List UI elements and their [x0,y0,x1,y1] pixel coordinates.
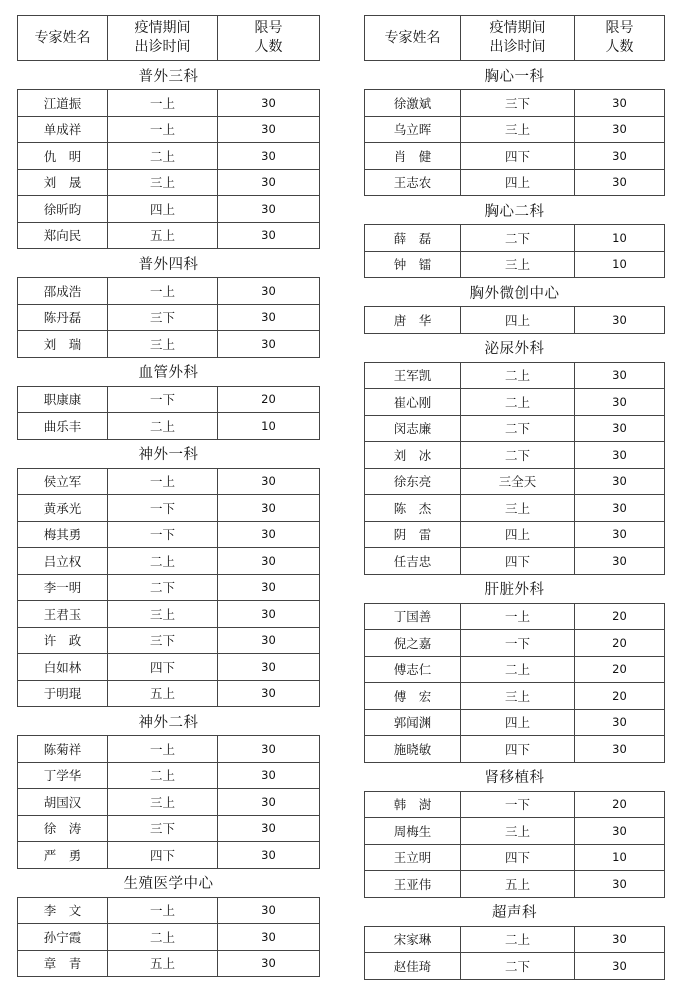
clinic-time-cell: 一上 [460,604,574,630]
expert-name-cell: 郭闻渊 [393,715,432,731]
expert-name-cell: 钟 镭 [393,257,432,273]
table-row [364,416,665,443]
limit-cell: 30 [217,951,319,977]
department-title: 神外二科 [138,714,199,731]
clinic-time-cell: 二下 [107,575,217,601]
clinic-time-cell: 二上 [107,143,217,169]
table-row [364,252,665,279]
clinic-time-cell: 四上 [460,170,574,196]
department-table [364,362,665,575]
expert-name-cell: 王志农 [393,175,432,191]
limit-cell: 20 [574,792,664,818]
expert-name-cell: 于明琨 [43,686,82,702]
expert-name-cell: 王亚伟 [393,876,432,892]
department-title: 普外四科 [138,256,199,273]
limit-cell: 30 [217,170,319,196]
department-table [364,926,665,980]
clinic-time-cell: 五上 [107,951,217,977]
expert-name-cell: 章 青 [43,956,82,972]
limit-cell: 30 [217,575,319,601]
table-row [364,170,665,197]
expert-name-cell: 刘 晟 [43,175,82,191]
expert-name-cell: 严 勇 [43,847,82,863]
expert-name-cell: 梅其勇 [43,527,82,543]
department-title: 肝脏外科 [484,582,545,598]
expert-name-cell: 施晓敏 [393,741,432,757]
table-row [364,657,665,684]
table-row [364,818,665,845]
limit-cell: 10 [217,413,319,439]
department-title: 超声科 [492,905,537,921]
expert-name-cell: 赵佳琦 [393,958,432,974]
table-row [17,305,320,332]
expert-name-cell: 徐昕昀 [43,201,82,217]
limit-cell: 30 [574,469,664,495]
department-table [17,897,320,978]
expert-name-cell: 陈丹磊 [43,310,82,326]
department-title: 生殖医学中心 [123,876,214,892]
table-row [364,522,665,549]
limit-cell: 30 [574,495,664,521]
expert-name-cell: 丁国善 [393,609,432,625]
limit-cell: 30 [217,90,319,116]
table-row [17,170,320,197]
table-row [17,331,320,358]
clinic-time-cell: 五上 [460,871,574,897]
limit-cell: 30 [217,143,319,169]
limit-cell: 30 [574,710,664,736]
limit-cell: 30 [574,736,664,762]
clinic-time-cell: 四下 [460,143,574,169]
clinic-time-cell: 一下 [460,792,574,818]
table-row [364,363,665,390]
expert-name-cell: 崔心刚 [393,394,432,410]
clinic-time-cell: 四下 [460,736,574,762]
expert-name-cell: 单成祥 [43,122,82,138]
limit-cell: 10 [574,845,664,871]
limit-cell: 30 [217,331,319,357]
department-table [364,603,665,763]
clinic-time-cell: 二下 [460,442,574,468]
limit-cell: 20 [574,630,664,656]
limit-cell: 20 [574,683,664,709]
header-limit: 限号 人数 [217,16,319,60]
expert-name-cell: 仇 明 [43,148,82,164]
expert-name-cell: 胡国汉 [43,794,82,810]
clinic-time-cell: 一上 [107,90,217,116]
left-schedule-column [17,15,320,977]
clinic-time-cell: 一上 [107,898,217,924]
department-table [364,306,665,334]
expert-name-cell: 吕立权 [43,553,82,569]
expert-name-cell: 王立明 [393,850,432,866]
table-row [17,469,320,496]
expert-name-cell: 职康康 [43,392,82,408]
clinic-time-cell: 三上 [460,495,574,521]
clinic-time-cell: 四上 [460,307,574,333]
clinic-time-cell: 二上 [107,763,217,789]
limit-cell: 30 [217,924,319,950]
expert-name-cell: 李 文 [43,903,82,919]
limit-cell: 30 [217,842,319,868]
expert-name-cell: 刘 冰 [393,447,432,463]
expert-name-cell: 傅 宏 [393,688,432,704]
limit-cell: 30 [574,871,664,897]
table-row [17,522,320,549]
limit-cell: 30 [217,469,319,495]
department-title: 普外三科 [138,68,199,85]
clinic-time-cell: 一上 [107,469,217,495]
table-row [364,90,665,117]
department-title: 胸外微创中心 [469,285,560,302]
expert-name-cell: 曲乐丰 [43,418,82,434]
limit-cell: 30 [217,117,319,143]
department-title: 胸心一科 [484,68,545,85]
limit-cell: 30 [574,818,664,844]
expert-name-cell: 黄承光 [43,500,82,516]
limit-cell: 30 [217,196,319,222]
table-row [17,681,320,708]
expert-name-cell: 李一明 [43,580,82,596]
expert-name-cell: 徐 涛 [43,821,82,837]
table-row [364,683,665,710]
expert-name-cell: 韩 澍 [393,797,432,813]
left-departments [17,61,320,977]
clinic-time-cell: 五上 [107,681,217,707]
limit-cell: 30 [217,305,319,331]
expert-name-cell: 江道振 [43,95,82,111]
header-clinic-time: 疫情期间 出诊时间 [107,16,217,60]
expert-name-cell: 阴 雷 [393,527,432,543]
header-expert-name: 专家姓名 [384,29,441,46]
limit-cell: 30 [217,898,319,924]
limit-cell: 30 [574,548,664,574]
clinic-time-cell: 三下 [107,305,217,331]
limit-cell: 30 [217,763,319,789]
clinic-time-cell: 二上 [460,363,574,389]
expert-name-cell: 刘 瑞 [43,336,82,352]
limit-cell: 30 [217,495,319,521]
limit-cell: 30 [217,736,319,762]
table-row [364,442,665,469]
department-title: 血管外科 [138,365,199,381]
expert-name-cell: 唐 华 [393,312,432,328]
clinic-time-cell: 三上 [460,252,574,278]
clinic-time-cell: 四下 [107,654,217,680]
clinic-time-cell: 三下 [460,90,574,116]
expert-name-cell: 徐激斌 [393,95,432,111]
table-row [364,630,665,657]
table-row [17,601,320,628]
clinic-time-cell: 二上 [107,924,217,950]
expert-name-cell: 郑向民 [43,228,82,244]
table-row [364,225,665,252]
clinic-time-cell: 三上 [460,683,574,709]
expert-name-cell: 傅志仁 [393,662,432,678]
table-row [364,143,665,170]
limit-cell: 30 [574,442,664,468]
table-row [17,143,320,170]
limit-cell: 30 [217,278,319,304]
clinic-time-cell: 一上 [107,278,217,304]
table-row [17,387,320,414]
limit-cell: 30 [217,628,319,654]
table-row [17,898,320,925]
expert-name-cell: 倪之嘉 [393,635,432,651]
table-row [17,548,320,575]
clinic-time-cell: 四下 [107,842,217,868]
limit-cell: 30 [574,117,664,143]
clinic-time-cell: 三全天 [460,469,574,495]
table-row [364,469,665,496]
table-row [17,816,320,843]
department-table [364,791,665,898]
clinic-time-cell: 五上 [107,223,217,249]
department-table [364,224,665,278]
limit-cell: 30 [217,548,319,574]
expert-name-cell: 王军凯 [393,368,432,384]
department-title: 胸心二科 [484,203,545,220]
limit-cell: 30 [574,522,664,548]
clinic-time-cell: 三上 [107,331,217,357]
limit-cell: 30 [574,143,664,169]
expert-name-cell: 陈菊祥 [43,741,82,757]
table-row [17,763,320,790]
clinic-time-cell: 一下 [107,387,217,413]
limit-cell: 10 [574,252,664,278]
limit-cell: 20 [217,387,319,413]
header-expert-name: 专家姓名 [34,29,91,46]
clinic-time-cell: 四上 [460,710,574,736]
expert-name-cell: 闵志廉 [393,421,432,437]
header-clinic-time: 疫情期间 出诊时间 [460,16,574,60]
clinic-time-cell: 二上 [460,927,574,953]
expert-name-cell: 孙宁霞 [43,929,82,945]
expert-name-cell: 丁学华 [43,768,82,784]
table-row [364,953,665,980]
table-row [364,845,665,872]
table-row [364,736,665,763]
expert-name-cell: 陈 杰 [393,500,432,516]
limit-cell: 30 [574,953,664,979]
limit-cell: 30 [217,601,319,627]
table-row [17,789,320,816]
department-title: 肾移植科 [484,770,545,786]
clinic-time-cell: 四下 [460,548,574,574]
clinic-time-cell: 一上 [107,736,217,762]
table-row [364,117,665,144]
expert-name-cell: 许 政 [43,633,82,649]
limit-cell: 30 [217,654,319,680]
table-row [364,389,665,416]
right-schedule-column [364,15,665,980]
limit-cell: 30 [574,170,664,196]
table-row [364,604,665,631]
expert-name-cell: 周梅生 [393,823,432,839]
clinic-time-cell: 四下 [460,845,574,871]
department-table [17,89,320,249]
department-table [17,468,320,708]
clinic-time-cell: 二下 [460,953,574,979]
department-table [17,277,320,358]
table-row [17,278,320,305]
expert-name-cell: 宋家琳 [393,932,432,948]
clinic-time-cell: 一下 [460,630,574,656]
table-row [17,924,320,951]
limit-cell: 30 [574,90,664,116]
limit-cell: 30 [217,522,319,548]
limit-cell: 30 [217,223,319,249]
limit-cell: 20 [574,657,664,683]
limit-cell: 30 [574,389,664,415]
clinic-time-cell: 三上 [460,117,574,143]
table-row [17,628,320,655]
right-departments [364,61,665,980]
department-table [364,89,665,196]
expert-name-cell: 徐东亮 [393,474,432,490]
expert-name-cell: 薛 磊 [393,230,432,246]
expert-name-cell: 肖 健 [393,148,432,164]
table-header [17,15,320,61]
table-row [17,223,320,250]
clinic-time-cell: 三上 [107,789,217,815]
limit-cell: 30 [574,416,664,442]
clinic-time-cell: 三上 [107,170,217,196]
clinic-time-cell: 二下 [460,225,574,251]
header-limit: 限号 人数 [574,16,664,60]
expert-name-cell: 邵成浩 [43,283,82,299]
clinic-time-cell: 一下 [107,522,217,548]
clinic-time-cell: 四上 [460,522,574,548]
table-row [364,927,665,954]
table-row [17,842,320,869]
limit-cell: 30 [217,681,319,707]
limit-cell: 30 [574,363,664,389]
table-row [17,196,320,223]
clinic-time-cell: 三下 [107,816,217,842]
clinic-time-cell: 三下 [107,628,217,654]
limit-cell: 30 [574,307,664,333]
table-row [17,413,320,440]
table-row [17,90,320,117]
table-row [364,792,665,819]
table-row [364,495,665,522]
table-row [364,307,665,334]
table-row [17,495,320,522]
table-row [364,710,665,737]
clinic-time-cell: 一下 [107,495,217,521]
clinic-time-cell: 四上 [107,196,217,222]
clinic-time-cell: 一上 [107,117,217,143]
department-title: 神外一科 [138,447,199,463]
table-header [364,15,665,61]
clinic-time-cell: 二上 [107,413,217,439]
clinic-time-cell: 二上 [107,548,217,574]
table-row [17,736,320,763]
limit-cell: 30 [574,927,664,953]
expert-name-cell: 乌立晖 [393,122,432,138]
department-table [17,386,320,440]
clinic-time-cell: 三上 [460,818,574,844]
expert-name-cell: 侯立军 [43,474,82,490]
department-title: 泌尿外科 [484,341,545,357]
table-row [17,575,320,602]
expert-name-cell: 王君玉 [43,606,82,622]
limit-cell: 10 [574,225,664,251]
table-row [17,654,320,681]
clinic-time-cell: 二上 [460,389,574,415]
expert-name-cell: 任吉忠 [393,553,432,569]
clinic-time-cell: 二下 [460,416,574,442]
clinic-time-cell: 二上 [460,657,574,683]
table-row [364,871,665,898]
table-row [17,117,320,144]
department-table [17,735,320,869]
limit-cell: 30 [217,789,319,815]
limit-cell: 20 [574,604,664,630]
table-row [364,548,665,575]
limit-cell: 30 [217,816,319,842]
expert-name-cell: 白如林 [43,659,82,675]
table-row [17,951,320,978]
clinic-time-cell: 三上 [107,601,217,627]
